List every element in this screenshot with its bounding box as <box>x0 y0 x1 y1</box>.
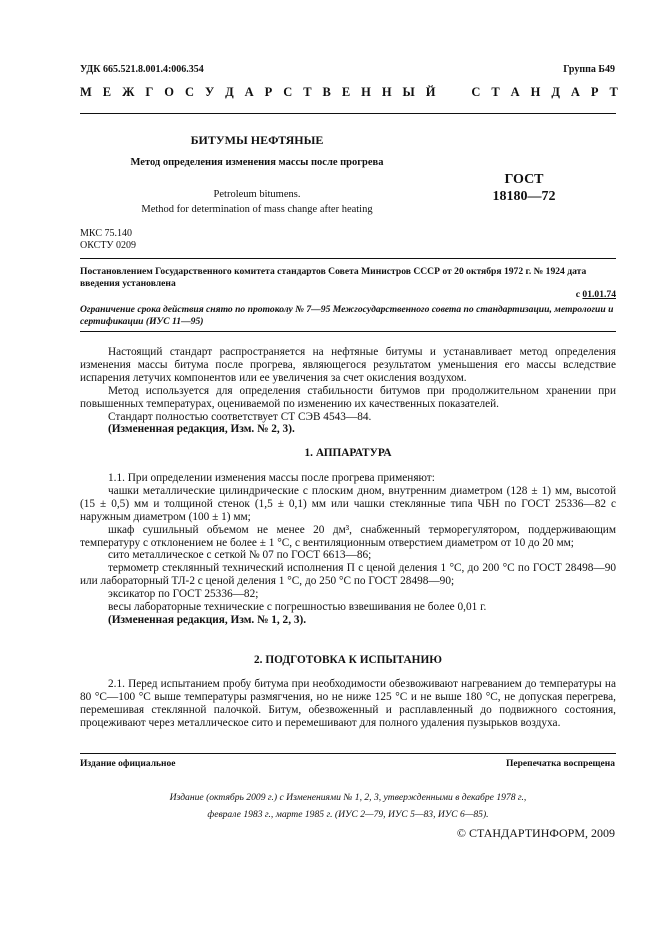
banner-letter: Н <box>381 85 392 99</box>
decree-text: Постановлением Государственного комитета стандартов Совета Министров СССР от 20 октября 1972 г. № 1924 дата введения установлена <box>80 266 587 289</box>
restriction-divider <box>80 331 616 332</box>
banner-letter: А <box>570 85 580 99</box>
intro-paragraph: Стандарт полностью соответствует СТ СЭВ 4543—84. <box>108 410 372 423</box>
banner-letter: Д <box>225 85 234 99</box>
section1-lead: 1.1. При определении изменения массы после прогрева применяют: <box>108 472 435 484</box>
mks-code: МКС 75.140 <box>80 228 132 239</box>
banner-letter: Н <box>530 85 541 99</box>
apparatus-item: чашки металлические цилиндрические с плоским дном, внутренним диаметром (128 ± 1) мм, высотой (15 ± 0,5) мм и толщиной стенок (1,5 ± 0,1) мм или чашки стеклянные типа ЧБН по ГОСТ 25336—82 с наружным диаметром (100 ± 1) мм; <box>80 484 616 523</box>
intro-amendment-note: (Измененная редакция, Изм. № 2, 3). <box>108 423 295 436</box>
header-divider <box>80 113 616 114</box>
effective-date-prefix: с <box>575 289 583 300</box>
udk-code: УДК 665.521.8.001.4:006.354 <box>80 64 204 75</box>
english-title <box>80 187 434 217</box>
edition-history-line1: Издание (октябрь 2009 г.) с Изменениями № 1, 2, 3, утвержденными в декабре 1978 г., <box>169 792 527 803</box>
intro-paragraph: Метод используется для определения стабильности битумов при продолжительном хранении при повышенных температурах, оцениваемой по изменению их качественных показателей. <box>80 384 616 410</box>
banner-letter <box>446 85 460 100</box>
banner-letter: Ж <box>122 85 135 99</box>
gost-number: 18180—72 <box>492 189 556 204</box>
section2-body <box>80 678 616 730</box>
apparatus-item: термометр стеклянный технический исполнения П с ценой деления 1 °С, до 200 °С по ГОСТ 28498—90 или лабораторный ТЛ-2 с ценой деления 1 °С, до 250 °С по ГОСТ 28498—90; <box>80 562 616 588</box>
banner-letter: Т <box>491 85 500 99</box>
banner-letter: Р <box>590 85 599 99</box>
effective-date-value: 01.01.74 <box>582 289 616 300</box>
banner-letter: Д <box>551 85 560 99</box>
banner-letter: А <box>244 85 254 99</box>
english-title-line1: Petroleum bitumens. <box>213 189 301 200</box>
banner-letter: Р <box>264 85 273 99</box>
interstate-standard-banner <box>80 85 618 100</box>
apparatus-item: шкаф сушильный объемом не менее 20 дм³, снабженный терморегулятором, поддерживающим температуру с отклонением не более ± 1 °С, с вентиляционным отверстием диаметром от 10 до 20 мм; <box>80 523 616 549</box>
apparatus-item: весы лабораторные технические с погрешностью взвешивания не более 0,01 г. <box>108 601 487 614</box>
banner-letter: Е <box>341 85 351 99</box>
effective-date <box>576 289 616 300</box>
banner-letter: М <box>80 85 92 99</box>
gost-designation <box>464 171 584 205</box>
section2-paragraph: 2.1. Перед испытанием пробу битума при необходимости обезвоживают нагреванием до температуры на 80 °С—100 °С выше температуры размягчения, но не ниже 125 °С и не выше 180 °С, не допуская перегрева, перемешивая стеклянной палочкой. Битум, обезвоженный и расплавленный до подвижного состояния, процеживают через металлическое сито и перемешивают для полного удаления пузырьков воздуха. <box>80 678 616 729</box>
banner-letter: Ы <box>402 85 415 99</box>
banner-letter: Й <box>425 85 436 99</box>
banner-letter: Г <box>145 85 154 99</box>
decree-divider <box>80 258 616 259</box>
standard-title: БИТУМЫ НЕФТЯНЫЕ <box>190 133 324 147</box>
banner-letter: О <box>164 85 175 99</box>
banner-letter: У <box>204 85 215 99</box>
reprint-prohibited: Перепечатка воспрещена <box>505 759 615 769</box>
classification-codes <box>80 228 136 252</box>
edition-history-line2: феврале 1983 г., марте 1985 г. (ИУС 2—79, ИУС 5—83, ИУС 6—85). <box>207 809 489 820</box>
banner-letter: С <box>283 85 293 99</box>
banner-letter: В <box>322 85 331 99</box>
banner-letter: А <box>510 85 520 99</box>
standard-subtitle: Метод определения изменения массы после прогрева <box>130 157 384 168</box>
banner-letter: С <box>471 85 481 99</box>
footer-divider <box>80 753 616 754</box>
banner-letter: С <box>184 85 195 99</box>
group-code: Группа Б49 <box>563 64 615 75</box>
banner-letter: Т <box>303 85 312 99</box>
intro-paragraph: Настоящий стандарт распространяется на нефтяные битумы и устанавливает метод определения изменения массы битума после прогрева, являющегося результатом уменьшения его массы вследствие испарения летучих компонентов или ее увеличения за счет окисления воздухом. <box>80 346 616 384</box>
apparatus-item: эксикатор по ГОСТ 25336—82; <box>108 588 259 601</box>
section2-heading: 2. ПОДГОТОВКА К ИСПЫТАНИЮ <box>254 654 442 666</box>
banner-letter: Т <box>609 85 618 99</box>
banner-letter: Е <box>102 85 112 99</box>
restriction-note: Ограничение срока действия снято по протоколу № 7—95 Межгосударственного совета по стандартизации, метрологии и сертификации (ИУС 11—95) <box>80 304 614 327</box>
banner-letter: Н <box>361 85 371 99</box>
apparatus-item: сито металлическое с сеткой № 07 по ГОСТ 6613—86; <box>108 549 372 562</box>
edition-history <box>80 789 616 823</box>
section1-body <box>80 472 616 627</box>
okstu-code: ОКСТУ 0209 <box>80 240 137 251</box>
section1-heading: 1. АППАРАТУРА <box>304 447 392 459</box>
english-title-line2: Method for determination of mass change after heating <box>141 204 373 215</box>
section1-amendment-note: (Измененная редакция, Изм. № 1, 2, 3). <box>108 613 307 626</box>
copyright: © СТАНДАРТИНФОРМ, 2009 <box>456 826 615 840</box>
gost-label: ГОСТ <box>504 172 544 187</box>
introduction <box>80 346 616 436</box>
official-edition: Издание официальное <box>80 759 176 769</box>
